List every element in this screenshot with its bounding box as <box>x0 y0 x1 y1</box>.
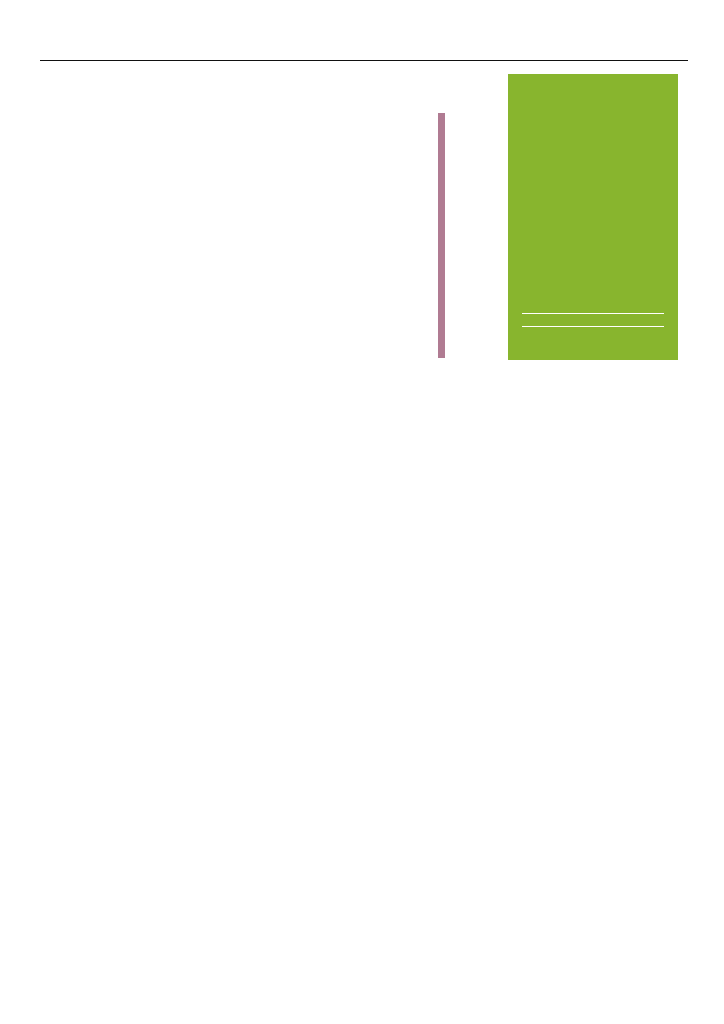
page-header <box>40 38 688 56</box>
masthead-logo <box>508 74 678 360</box>
header-divider <box>40 60 688 61</box>
article-body-top <box>64 66 378 396</box>
title-accent-bar <box>438 113 445 358</box>
masthead-romaji <box>522 313 664 327</box>
article-title-block <box>422 113 445 358</box>
article-body-left <box>64 744 688 974</box>
article-body-right <box>64 452 688 782</box>
